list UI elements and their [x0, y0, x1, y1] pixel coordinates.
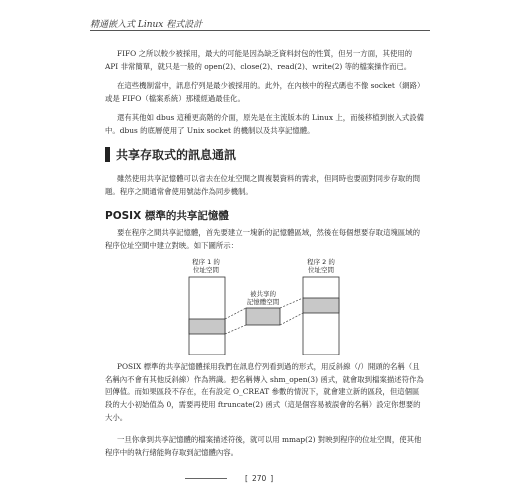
page-number-bracket-right: ]: [270, 474, 274, 483]
section-marker: [105, 147, 110, 162]
shared-memory-box: [246, 308, 280, 325]
mapping-line-p1-top: [225, 308, 246, 319]
paragraph-fifo: FIFO 之所以較少被採用，最大的可能是因為缺乏資料封包的性質，但另一方面，其使用的 API 非常簡單，就只是一般的 open(2)、close(2)、read(2)、write(2) 等的檔案操作而已。: [105, 49, 413, 71]
page-number: [245, 474, 273, 483]
running-header: 精通嵌入式 Linux 程式設計: [90, 20, 203, 30]
page-number-bracket-left: [: [245, 474, 248, 483]
process2-box: [303, 277, 339, 355]
process1-address-space: [189, 257, 225, 355]
shared-label-line2: 記憶體空間: [246, 298, 280, 306]
paragraph-message-queue: 在這些機制當中，訊息佇列是最少被採用的。此外，在內核中的程式碼也不像 socket（網路）或是 FIFO（檔案系統）那樣經過最佳化。: [105, 81, 425, 103]
page-number-rule-left: [185, 478, 227, 479]
process2-mapped-region: [303, 298, 339, 313]
process1-box: [189, 277, 225, 355]
process1-label-line1: 程序 1 的: [192, 258, 220, 266]
paragraph-posix-shm: POSIX 標準的共享記憶體採用我們在訊息佇列看到過的形式，用反斜線（/）開頭的名稱（且名稱內不會有其他反斜線）作為辨識。把名稱傳入 shm_open(3) 函式，就會取到檔案描述符作為回傳值。而如果區段不存在，在有設定 O_CREAT 參數的情況下，就會建立新的區段，但這個區段的大小初始值為 0，需要再使用 ftruncate(2) 函式（這是個容易被誤會的名稱）設定你想要的大小。: [105, 362, 424, 422]
mapping-line-p2-top: [280, 298, 303, 308]
process2-address-space: [303, 257, 339, 355]
mapping-line-p2-bottom: [280, 313, 303, 325]
process1-label-line2: 位址空間: [193, 266, 219, 274]
subsection-title: POSIX 標準的共享記憶體: [105, 210, 229, 222]
paragraph-diagram-intro: 要在程序之間共享記憶體，首先要建立一塊新的記憶體區域，然後在每個想要存取這塊區域的程序位址空間中建立對映。如下圖所示：: [105, 228, 421, 250]
process2-label-line1: 程序 2 的: [307, 258, 335, 266]
paragraph-dbus: 還有其他如 dbus 這種更高階的介面，原先是在主流版本的 Linux 上，而後移植到嵌入式設備中。dbus 的底層使用了 Unix socket 的機制以及共享記憶體。: [105, 113, 425, 135]
page-number-value: 270: [251, 474, 267, 483]
header-rule: [90, 30, 430, 31]
paragraph-mmap: 一旦你拿到共享記憶體的檔案描述符後，就可以用 mmap(2) 對映到程序的位址空間，使其他程序中的執行緒能夠存取到記憶體內容。: [105, 435, 422, 457]
section-heading: [105, 145, 236, 163]
paragraph-shared-intro: 雖然使用共享記憶體可以省去在位址空間之間複製資料的需求，但同時也要面對同步存取的問題。程序之間通常會使用號誌作為同步機制。: [105, 174, 421, 196]
shared-memory: [246, 289, 280, 325]
section-title: 共享存取式的訊息通訊: [116, 147, 237, 162]
mapping-line-p1-bottom: [225, 325, 246, 334]
process1-mapped-region: [189, 319, 225, 334]
process2-label-line2: 位址空間: [308, 266, 334, 274]
shared-memory-diagram: [105, 255, 425, 355]
shared-label-line1: 被共享的: [250, 290, 276, 298]
